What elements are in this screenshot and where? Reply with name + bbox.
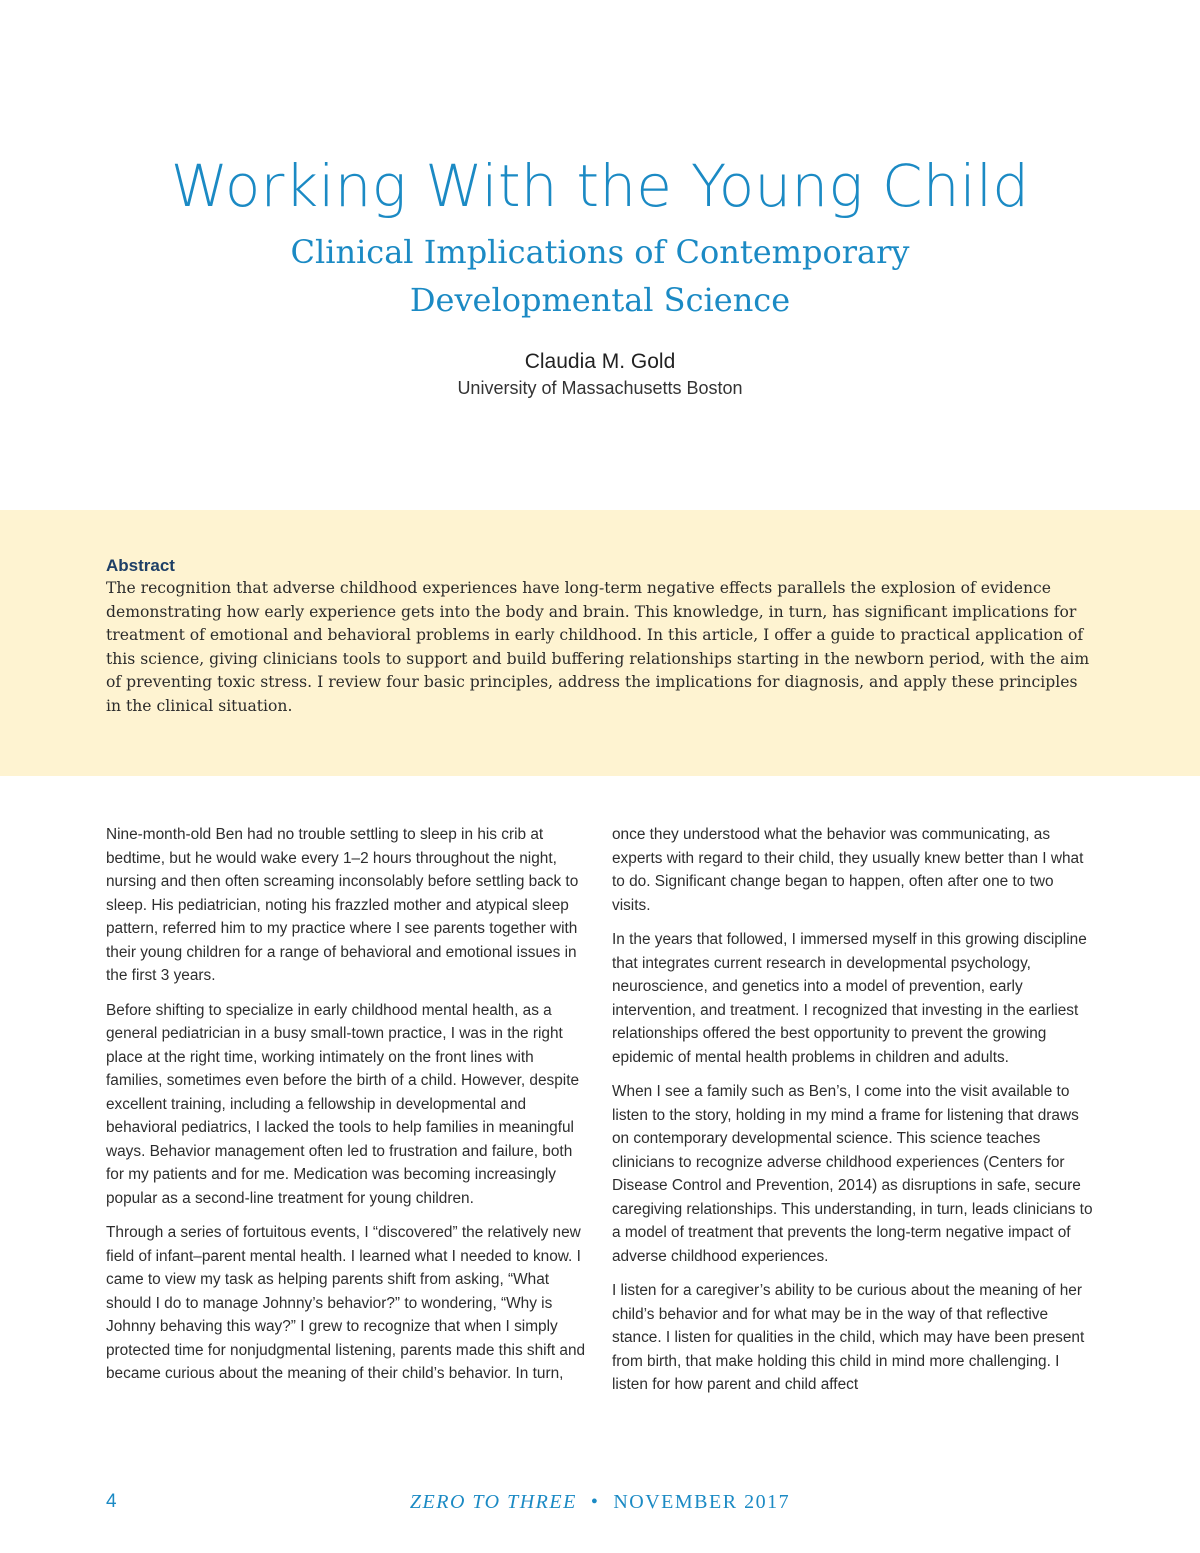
body-column-left xyxy=(106,823,590,1397)
article-subtitle xyxy=(0,228,1200,324)
body-column-right xyxy=(612,823,1096,1408)
paragraph: Through a series of fortuitous events, I “discovered” the relatively new field of infant–parent mental health. I learned what I needed to know. I came to view my task as helping parents shift from asking, “What should I do to manage Johnny’s behavior?” to wondering, “Why is Johnny behaving this way?” I grew to recognize that when I simply protected time for nonjudgmental listening, parents made this shift and became curious about the meaning of their child’s behavior. In turn, xyxy=(106,1224,586,1382)
abstract-text: The recognition that adverse childhood experiences have long-term negative effects parallels the explosion of evidence demonstrating how early experience gets into the body and brain. This knowledge, in turn, has significant implications for treatment of emotional and behavioral problems in early childhood. In this article, I offer a guide to practical application of this science, giving clinicians tools to support and build buffering relationships starting in the newborn period, with the aim of preventing toxic stress. I review four basic principles, address the implications for diagnosis, and apply these principles in the clinical situation. xyxy=(106,579,1090,715)
paragraph: In the years that followed, I immersed myself in this growing discipline that integrates current research in developmental psychology, neuroscience, and genetics into a model of prevention, early intervention, and treatment. I recognized that investing in the earliest relationships offered the best opportunity to prevent the growing epidemic of mental health problems in children and adults. xyxy=(612,931,1087,1066)
abstract-heading: Abstract xyxy=(106,556,175,575)
author-name: Claudia M. Gold xyxy=(524,350,676,373)
paragraph: Nine-month-old Ben had no trouble settling to sleep in his crib at bedtime, but he would wake every 1–2 hours throughout the night, nursing and then often screaming inconsolably before settling back to sleep. His pediatrician, noting his frazzled mother and atypical sleep pattern, referred him to my practice where I see parents together with their young children for a range of behavioral and emotional issues in the first 3 years. xyxy=(106,826,579,984)
subtitle-line-1: Clinical Implications of Contemporary xyxy=(290,233,910,271)
footer-separator: • xyxy=(590,1491,600,1513)
footer-date: NOVEMBER 2017 xyxy=(613,1491,791,1513)
paragraph: When I see a family such as Ben’s, I come into the visit available to listen to the story, holding in my mind a frame for listening that draws on contemporary developmental science. This science teaches clinicians to recognize adverse childhood experiences (Centers for Disease Control and Prevention, 2014) as disruptions in safe, secure caregiving relationships. This understanding, in turn, leads clinicians to a model of treatment that prevents the long-term negative impact of adverse childhood experiences. xyxy=(612,1083,1093,1265)
subtitle-line-2: Developmental Science xyxy=(409,281,791,319)
paragraph: I listen for a caregiver’s ability to be curious about the meaning of her child’s behavior and for what may be in the way of that reflective stance. I listen for qualities in the child, which may have been present from birth, that make holding this child in mind more challenging. I listen for how parent and child affect xyxy=(612,1282,1085,1393)
footer-publication: ZERO TO THREE xyxy=(409,1491,577,1513)
author-affiliation: University of Massachusetts Boston xyxy=(457,378,743,398)
page-number: 4 xyxy=(106,1491,117,1512)
paragraph: once they understood what the behavior was communicating, as experts with regard to their child, they usually knew better than I what to do. Significant change began to happen, often after one to two visits. xyxy=(612,826,1084,914)
paragraph: Before shifting to specialize in early childhood mental health, as a general pediatrician in a busy small-town practice, I was in the right place at the right time, working intimately on the front lines with families, sometimes even before the birth of a child. However, despite excellent training, including a fellowship in developmental and behavioral pediatrics, I lacked the tools to help families in meaningful ways. Behavior management often led to frustration and failure, both for my patients and for me. Medication was becoming increasingly popular as a second-line treatment for young children. xyxy=(106,1001,580,1207)
footer-publication-line xyxy=(0,1490,1200,1514)
article-title: Working With the Young Child xyxy=(170,152,1030,220)
